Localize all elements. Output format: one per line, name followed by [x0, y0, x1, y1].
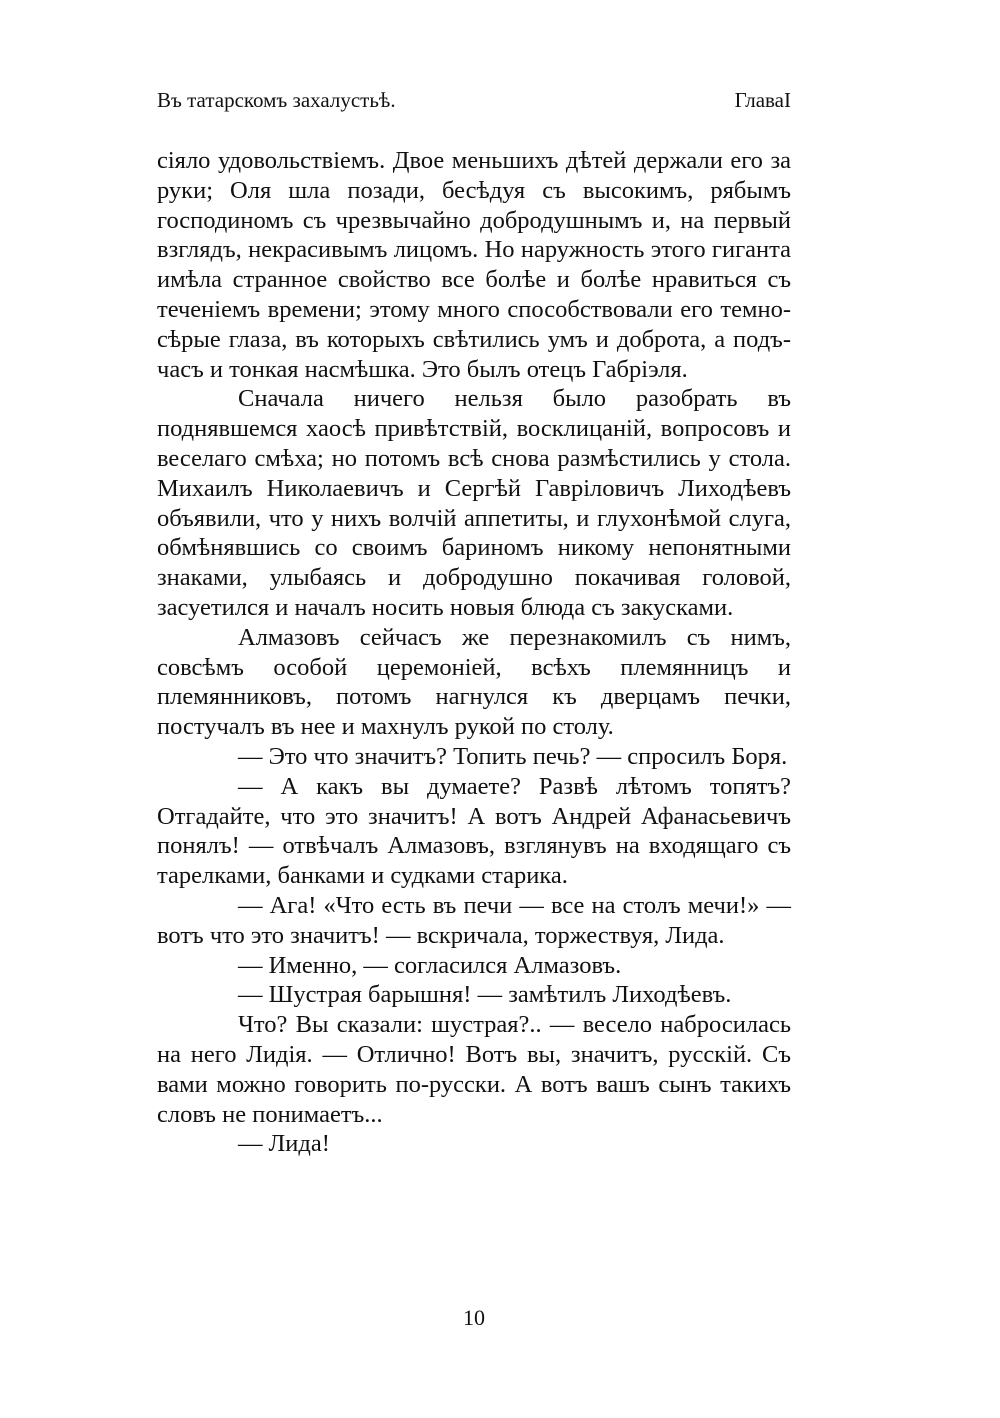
- book-title: Въ татарскомъ захалустьѣ.: [157, 88, 396, 112]
- paragraph: — Шустрая барышня! — замѣтилъ Лиходѣевъ.: [238, 981, 732, 1009]
- paragraph: — Ага! «Что есть въ печи — все на столъ мечи!» — вотъ что это значитъ! — вскричала, торжествуя, Лида.: [157, 891, 791, 949]
- paragraph: — Это что значитъ? Топить печь? — спросилъ Боря.: [238, 742, 788, 770]
- page-number: [0, 1304, 1000, 1332]
- paragraph: — Лида!: [238, 1130, 330, 1158]
- paragraph: — Именно, — согласился Алмазовъ.: [238, 951, 622, 979]
- body-text: [157, 146, 791, 1159]
- page-number-value: 10: [463, 1305, 485, 1330]
- paragraph: Что? Вы сказали: шустрая?.. — весело набросилась на него Лидія. — Отлично! Вотъ вы, значитъ, русскій. Съ вами можно говорить по-русски. А вотъ вашъ сынъ такихъ словъ не понимаетъ...: [157, 1011, 791, 1128]
- paragraph: Алмазовъ сейчасъ же перезнакомилъ съ нимъ, совсѣмъ особой церемоніей, всѣхъ племянницъ и племянниковъ, потомъ нагнулся къ дверцамъ печки, постучалъ въ нее и махнулъ рукой по столу.: [157, 623, 791, 741]
- running-header: [157, 86, 791, 114]
- chapter-label: ГлаваI: [734, 88, 791, 112]
- paragraph: — А какъ вы думаете? Развѣ лѣтомъ топятъ? Отгадайте, что это значитъ! А вотъ Андрей Афанасьевичъ понялъ! — отвѣчалъ Алмазовъ, взглянувъ на входящаго съ тарелками, банками и судками старика.: [157, 772, 791, 890]
- paragraph: Сначала ничего нельзя было разобрать въ поднявшемся хаосѣ привѣтствій, восклицаній, вопросовъ и веселаго смѣха; но потомъ всѣ снова размѣстились у стола. Михаилъ Николаевичъ и Сергѣй Гавріловичъ Лиходѣевъ объявили, что у нихъ волчій аппетиты, и глухонѣмой слуга, обмѣнявшись со своимъ бариномъ никому непонятными знаками, улыбаясь и добродушно покачивая головой, засуетился и началъ носить новыя блюда съ закусками.: [157, 385, 791, 621]
- paragraph: сіяло удовольствіемъ. Двое меньшихъ дѣтей держали его за руки; Оля шла позади, бесѣдуя съ высокимъ, рябымъ господиномъ съ чрезвычайно добродушнымъ и, на первый взглядъ, некрасивымъ лицомъ. Но наружность этого гиганта имѣла странное свойство все болѣе и болѣе нравиться съ теченіемъ времени; этому много способствовали его темно-сѣрые глаза, въ которыхъ свѣтились умъ и доброта, а подъ-часъ и тонкая насмѣшка. Это былъ отецъ Габріэля.: [157, 147, 791, 383]
